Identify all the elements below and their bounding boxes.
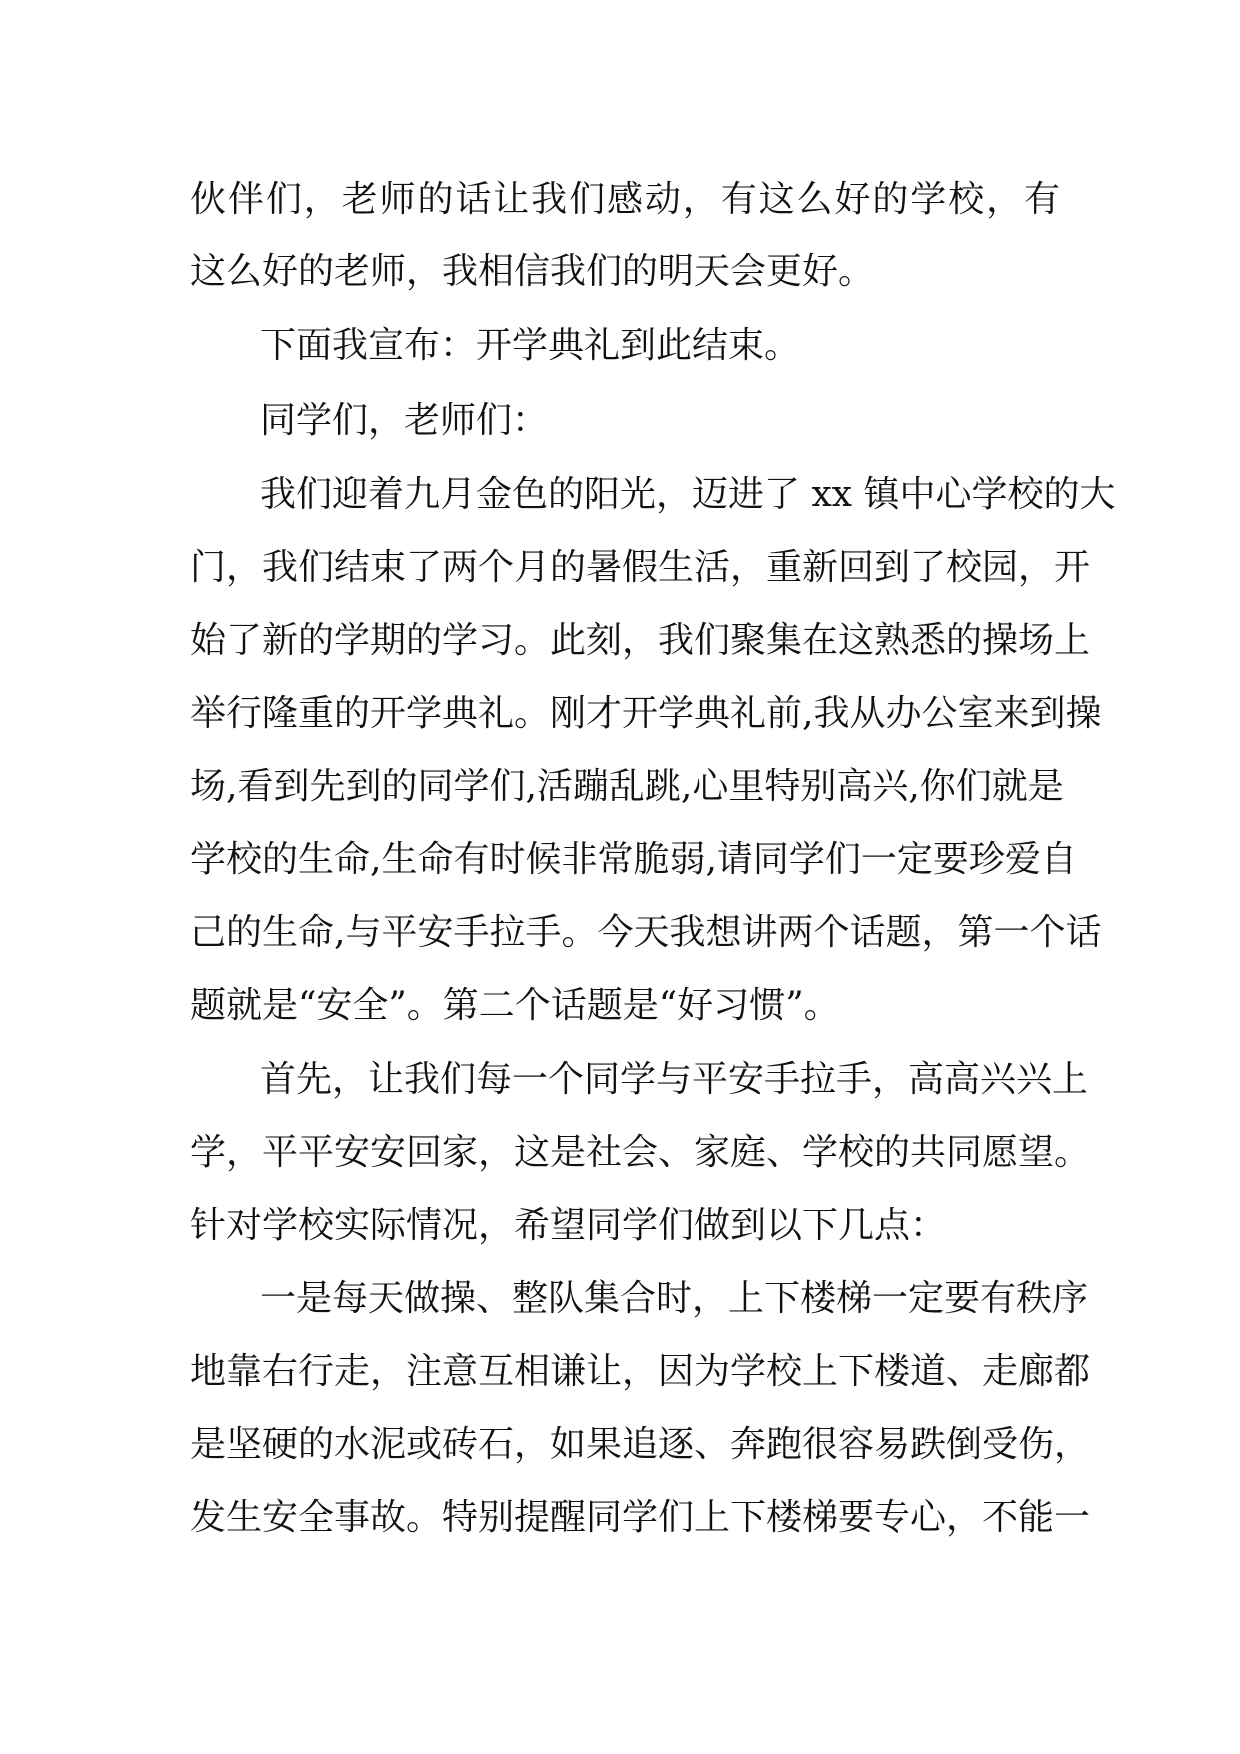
paragraph-first-line: 下面我宣布：开学典礼到此结束。: [260, 325, 801, 366]
paragraph-first-line: 我们迎着九月金色的阳光，迈进了 xx 镇中心学校的大: [260, 474, 1116, 515]
text-line: 门，我们结束了两个月的暑假生活，重新回到了校园，开: [190, 547, 1091, 588]
text-line: 学校的生命,生命有时候非常脆弱,请同学们一定要珍爱自: [190, 839, 1077, 880]
text-line: 针对学校实际情况，希望同学们做到以下几点：: [190, 1205, 947, 1246]
text-line: 伙伴们，老师的话让我们感动，有这么好的学校，有: [190, 179, 1060, 220]
text-line: 场,看到先到的同学们,活蹦乱跳,心里特别高兴,你们就是: [190, 766, 1064, 807]
salutation: 同学们，老师们：: [260, 400, 549, 441]
text-line: 是坚硬的水泥或砖石，如果追逐、奔跑很容易跌倒受伤，: [190, 1424, 1091, 1465]
text-line: 己的生命,与平安手拉手。今天我想讲两个话题，第一个话: [190, 912, 1102, 953]
text-line: 学，平平安安回家，这是社会、家庭、学校的共同愿望。: [190, 1132, 1091, 1173]
text-line: 发生安全事故。特别提醒同学们上下楼梯要专心，不能一: [190, 1497, 1091, 1538]
paragraph-first-line: 首先，让我们每一个同学与平安手拉手，高高兴兴上: [260, 1059, 1089, 1100]
text-line: 始了新的学期的学习。此刻，我们聚集在这熟悉的操场上: [190, 620, 1091, 661]
text-line: 举行隆重的开学典礼。刚才开学典礼前,我从办公室来到操: [190, 693, 1102, 734]
text-line: 题就是“安全”。第二个话题是“好习惯”。: [190, 985, 840, 1026]
text-line: 这么好的老师，我相信我们的明天会更好。: [190, 251, 875, 292]
text-line: 地靠右行走，注意互相谦让，因为学校上下楼道、走廊都: [190, 1351, 1091, 1392]
paragraph-first-line: 一是每天做操、整队集合时，上下楼梯一定要有秩序: [260, 1278, 1089, 1319]
